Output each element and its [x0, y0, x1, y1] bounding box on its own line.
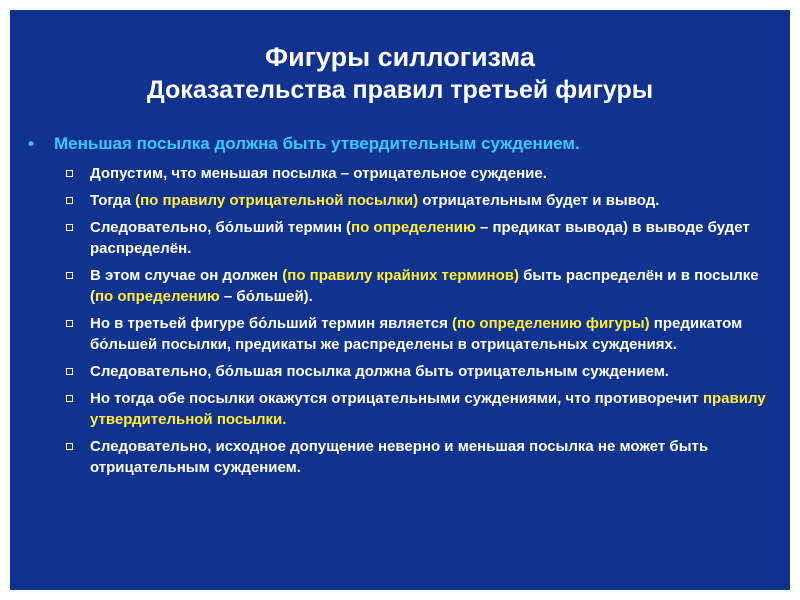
- highlighted-text: по определению: [351, 219, 476, 236]
- item-text: Но в третьей фигуре бо́льший термин является: [90, 315, 453, 332]
- item-text: – предикат вывода) в выводе будет распределён.: [90, 219, 750, 257]
- item-text: В этом случае он должен: [90, 267, 283, 284]
- square-bullet-icon: [66, 443, 73, 450]
- square-bullet-icon: [66, 197, 73, 204]
- list-item: [64, 436, 780, 478]
- list-item: [64, 265, 780, 307]
- item-text: Следовательно, бо́льшая посылка должна быть отрицательным суждением.: [90, 363, 669, 380]
- item-text: Допустим, что меньшая посылка – отрицательное суждение.: [90, 165, 547, 182]
- square-bullet-icon: [66, 395, 73, 402]
- list-item: [64, 217, 780, 259]
- proof-steps-list: [64, 163, 780, 484]
- square-bullet-icon: [66, 272, 73, 279]
- highlighted-text: правилу утвердительной посылки.: [90, 390, 766, 428]
- square-bullet-icon: [66, 170, 73, 177]
- square-bullet-icon: [66, 224, 73, 231]
- slide: [10, 10, 790, 590]
- square-bullet-icon: [66, 320, 73, 327]
- highlighted-text: (по правилу крайних терминов): [282, 267, 519, 284]
- item-text: отрицательным будет и вывод.: [418, 192, 660, 209]
- highlighted-text: (по определению фигуры): [452, 315, 650, 332]
- list-item: [64, 388, 780, 430]
- item-text: Тогда: [90, 192, 136, 209]
- item-text: предикатом бо́льшей посылки, предикаты же распределены в отрицательных суждениях.: [90, 315, 743, 353]
- highlighted-text: по определению: [95, 288, 220, 305]
- list-item: [64, 163, 780, 184]
- main-point-text: Меньшая посылка должна быть утвердительным суждением.: [54, 134, 580, 153]
- title-subtitle: Доказательства правил третьей фигуры: [146, 76, 654, 104]
- item-text: – бо́льшей).: [219, 288, 313, 305]
- slide-title: [10, 40, 790, 106]
- item-text: Следовательно, бо́льший термин (: [90, 219, 352, 236]
- main-point: [28, 133, 778, 155]
- list-item: [64, 190, 780, 211]
- square-bullet-icon: [66, 368, 73, 375]
- list-item: [64, 361, 780, 382]
- item-text: быть распределён и в посылке (: [90, 267, 759, 305]
- item-text: Но тогда обе посылки окажутся отрицательными суждениями, что противоречит: [90, 390, 703, 407]
- bullet-dot-icon: •: [28, 134, 34, 153]
- list-item: [64, 313, 780, 355]
- item-text: Следовательно, исходное допущение неверно и меньшая посылка не может быть отрицательным суждением.: [90, 438, 709, 476]
- title-main: Фигуры силлогизма: [265, 42, 535, 72]
- highlighted-text: (по правилу отрицательной посылки): [135, 192, 419, 209]
